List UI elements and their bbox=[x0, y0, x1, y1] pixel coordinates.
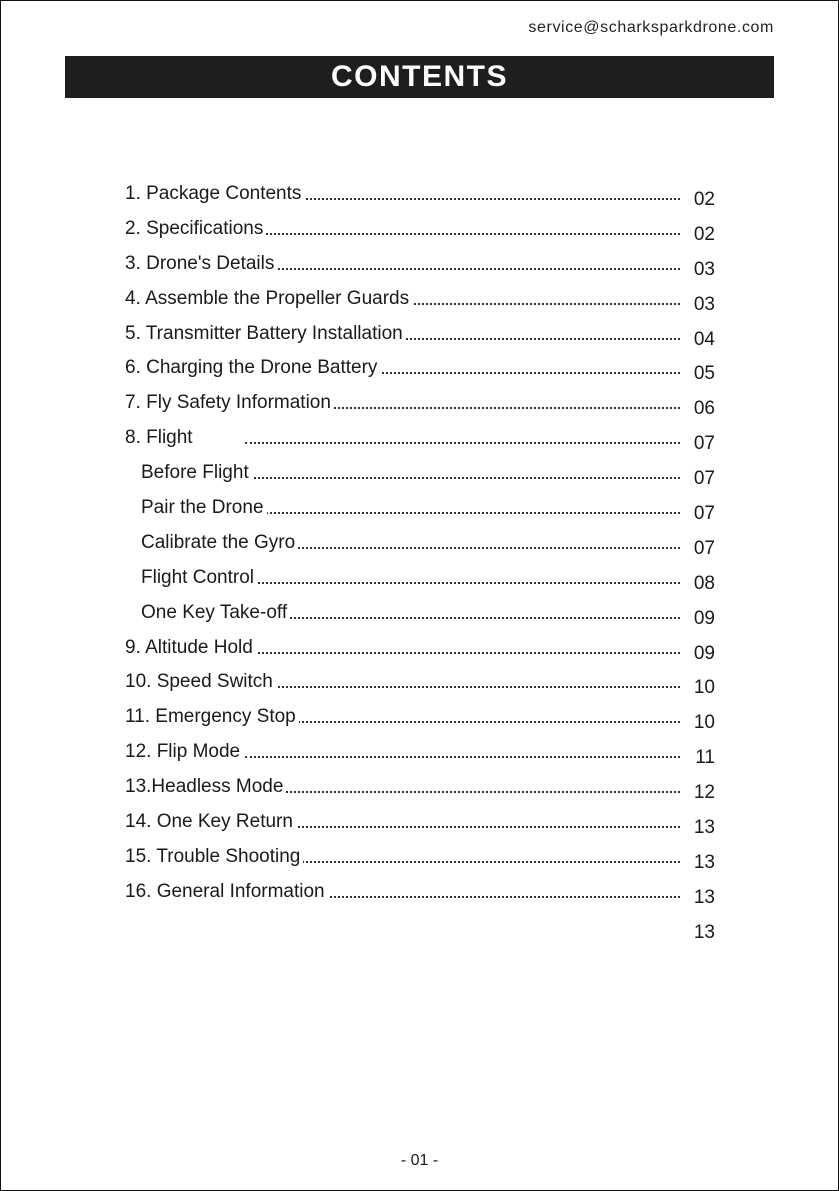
toc-entry[interactable] bbox=[125, 215, 725, 250]
toc-entry-page: 07 bbox=[693, 503, 715, 525]
table-of-contents bbox=[125, 180, 725, 948]
toc-entry-page: 12 bbox=[693, 782, 715, 804]
toc-entry-label: 14. One Key Return bbox=[125, 811, 296, 833]
toc-entry-label: 15. Trouble Shooting bbox=[125, 846, 303, 868]
toc-entry-page: 02 bbox=[693, 189, 715, 210]
toc-entry[interactable] bbox=[125, 599, 725, 634]
toc-entry-page: 04 bbox=[693, 328, 715, 350]
toc-entry-label: One Key Take-off bbox=[141, 602, 290, 624]
dot-leader bbox=[245, 617, 680, 619]
toc-entry-label: 1. Package Contents bbox=[125, 183, 304, 205]
toc-entry-page: 06 bbox=[693, 398, 715, 420]
toc-entry-label: 7. Fly Safety Information bbox=[125, 392, 334, 414]
toc-entry[interactable] bbox=[125, 354, 725, 389]
toc-entry-label: 6. Charging the Drone Battery bbox=[125, 357, 380, 379]
dot-leader bbox=[245, 652, 680, 654]
dot-leader bbox=[245, 477, 680, 479]
toc-entry[interactable] bbox=[125, 529, 725, 564]
toc-entry-page: 07 bbox=[693, 468, 715, 490]
dot-leader bbox=[245, 686, 680, 688]
toc-entry-page: 09 bbox=[693, 607, 715, 629]
toc-entry-page: 09 bbox=[693, 642, 715, 664]
toc-entry[interactable] bbox=[125, 389, 725, 424]
toc-entry[interactable] bbox=[125, 564, 725, 599]
toc-entry[interactable] bbox=[125, 494, 725, 529]
dot-leader bbox=[245, 791, 680, 793]
dot-leader bbox=[245, 442, 680, 444]
toc-entry[interactable] bbox=[125, 843, 725, 878]
toc-entry[interactable] bbox=[125, 773, 725, 808]
toc-entry[interactable] bbox=[125, 913, 725, 948]
toc-entry[interactable] bbox=[125, 878, 725, 913]
toc-entry-label: Pair the Drone bbox=[141, 497, 267, 519]
page-number: - 01 - bbox=[400, 1152, 439, 1169]
dot-leader bbox=[245, 826, 680, 828]
toc-entry-label: 4. Assemble the Propeller Guards bbox=[125, 288, 412, 310]
contents-banner bbox=[65, 56, 774, 98]
dot-leader bbox=[245, 512, 680, 514]
toc-entry-page: 08 bbox=[693, 572, 715, 594]
toc-entry[interactable] bbox=[125, 459, 725, 494]
dot-leader bbox=[245, 233, 680, 235]
toc-entry[interactable] bbox=[125, 320, 725, 355]
toc-entry[interactable] bbox=[125, 424, 725, 459]
toc-entry-label: Calibrate the Gyro bbox=[141, 532, 298, 554]
toc-entry[interactable] bbox=[125, 180, 725, 215]
toc-entry-label: 8. Flight bbox=[125, 427, 196, 449]
support-email: service@scharksparkdrone.com bbox=[528, 19, 774, 36]
toc-entry-page: 07 bbox=[693, 433, 715, 455]
toc-entry[interactable] bbox=[125, 703, 725, 738]
toc-entry-label: 5. Transmitter Battery Installation bbox=[125, 323, 406, 345]
toc-entry-label: 16. General Information bbox=[125, 881, 328, 903]
toc-entry[interactable] bbox=[125, 738, 725, 773]
toc-entry-label: 3. Drone's Details bbox=[125, 253, 277, 275]
dot-leader bbox=[245, 268, 680, 270]
toc-entry-page: 07 bbox=[693, 537, 715, 559]
toc-entry[interactable] bbox=[125, 668, 725, 703]
toc-entry-page: 13 bbox=[693, 921, 715, 943]
toc-entry-page: 13 bbox=[693, 851, 715, 873]
toc-entry-label: 11. Emergency Stop bbox=[125, 706, 299, 728]
dot-leader bbox=[245, 861, 680, 863]
toc-entry[interactable] bbox=[125, 285, 725, 320]
toc-entry[interactable] bbox=[125, 250, 725, 285]
toc-entry-page: 10 bbox=[693, 712, 715, 734]
toc-entry-page: 11 bbox=[695, 747, 715, 769]
dot-leader bbox=[245, 582, 680, 584]
dot-leader bbox=[245, 547, 680, 549]
toc-entry-page: 03 bbox=[693, 293, 715, 315]
toc-entry-label: 9. Altitude Hold bbox=[125, 637, 256, 659]
toc-entry-page: 10 bbox=[693, 677, 715, 699]
toc-entry[interactable] bbox=[125, 808, 725, 843]
toc-entry-label: 10. Speed Switch bbox=[125, 671, 276, 693]
toc-entry-page: 02 bbox=[693, 223, 715, 245]
toc-entry-page: 03 bbox=[693, 258, 715, 280]
toc-entry-page: 13 bbox=[693, 886, 715, 908]
dot-leader bbox=[245, 721, 680, 723]
toc-entry[interactable] bbox=[125, 634, 725, 669]
toc-entry-label: 2. Specifications bbox=[125, 218, 266, 240]
toc-entry-label: 13.Headless Mode bbox=[125, 776, 286, 798]
toc-entry-label: Before Flight bbox=[141, 462, 252, 484]
dot-leader bbox=[245, 756, 680, 758]
toc-entry-page: 13 bbox=[693, 817, 715, 839]
toc-entry-label: 12. Flip Mode bbox=[125, 741, 243, 763]
page-title: CONTENTS bbox=[331, 60, 508, 93]
toc-entry-label: Flight Control bbox=[141, 567, 257, 589]
toc-entry-page: 05 bbox=[693, 363, 715, 385]
dot-leader bbox=[245, 198, 680, 200]
